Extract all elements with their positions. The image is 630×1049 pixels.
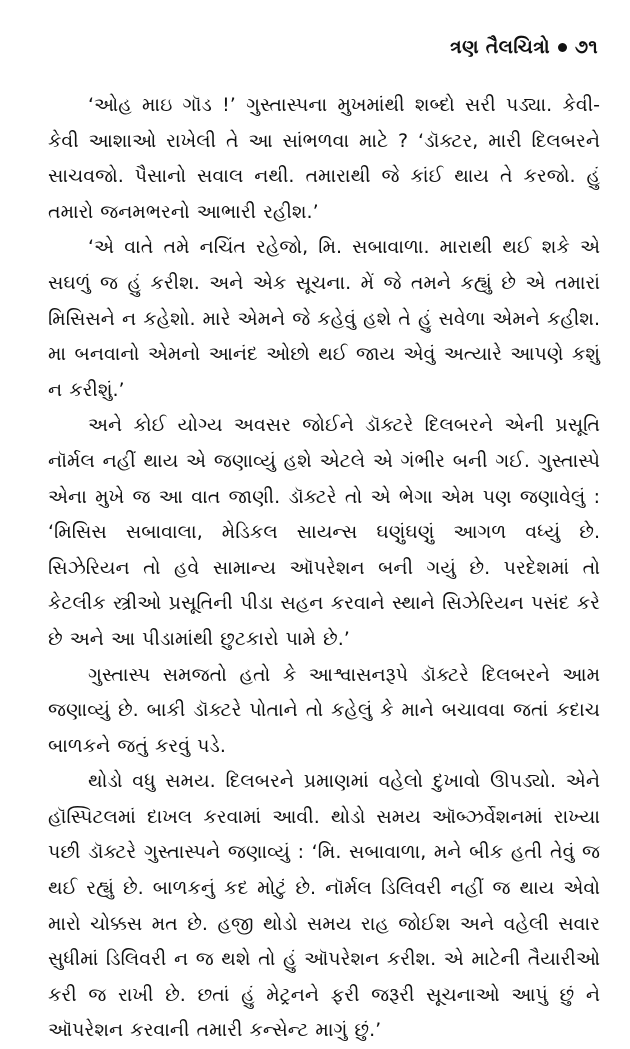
book-title: ત્રણ તૈલચિત્રો <box>450 36 550 58</box>
paragraph-2: ‘એ વાતે તમે નચિંત રહેજો, મિ. સબાવાળા. મારાથી થઈ શકે એ સઘળું જ હું કરીશ. અને એક સૂચના. મેં જે તમને કહ્યું છે એ તમારાં મિસિસને ન કહેશો. મારે એમને જે કહેવું હશે તે હું સવેળા એમને કહીશ. મા બનવાનો એમનો આનંદ ઓછો થઈ જાય એવું અત્યારે આપણે કશું ન કરીશું.’ <box>48 236 600 401</box>
paragraph-5: થોડો વધુ સમય. દિલબરને પ્રમાણમાં વહેલો દુખાવો ઊપડ્યો. એને હૉસ્પિટલમાં દાખલ કરવામાં આવી. થોડો સમય ઑબ્ઝર્વેશનમાં રાખ્યા પછી ડૉક્ટરે ગુસ્તાસ્પને જણાવ્યું : ‘મિ. સબાવાળા, મને બીક હતી તેવું જ થઈ રહ્યું છે. બાળકનું કદ મોટું છે. નૉર્મલ ડિલિવરી નહીં જ થાય એવો મારો ચોક્કસ મત છે. હજી થોડો સમય રાહ જોઈશ અને વહેલી સવાર સુધીમાં ડિલિવરી ન જ થશે તો હું ઑપરેશન કરીશ. એ માટેની તૈયારીઓ કરી જ રાખી છે. છતાં હું મેટ્રનને ફરી જરૂરી સૂચનાઓ આપું છું ને ઑપરેશન કરવાની તમારી કન્સેન્ટ માગું છું.’ <box>48 770 600 1042</box>
paragraph-3: અને કોઈ યોગ્ય અવસર જોઈને ડૉક્ટરે દિલબરને એની પ્રસૂતિ નૉર્મલ નહીં થાય એ જણાવ્યું હશે એટલે એ ગંભીર બની ગઈ. ગુસ્તાસ્પે એના મુખે જ આ વાત જાણી. ડૉક્ટરે તો એ ભેગા એમ પણ જણાવેલું : ‘મિસિસ સબાવાલા, મેડિકલ સાયન્સ ઘણુંઘણું આગળ વધ્યું છે. સિઝેરિયન તો હવે સામાન્ય ઑપરેશન બની ગયું છે. પરદેશમાં તો કેટલીક સ્ત્રીઓ પ્રસૂતિની પીડા સહન કરવાને સ્થાને સિઝેરિયન પસંદ કરે છે અને આ પીડામાંથી છુટકારો પામે છે.’ <box>48 414 600 650</box>
page-number: ૭૧ <box>574 36 598 58</box>
paragraph-1: ‘ઓહ માઇ ગૉડ !’ ગુસ્તાસ્પના મુખમાંથી શબ્દો સરી પડ્યા. કેવી-કેવી આશાઓ રાખેલી તે આ સાંભળવા માટે ? ‘ડૉક્ટર, મારી દિલબરને સાચવજો. પૈસાનો સવાલ નથી. તમારાથી જે કાંઈ થાય તે કરજો. હું તમારો જનમભરનો આભારી રહીશ.’ <box>48 94 600 223</box>
running-header <box>450 36 598 58</box>
page-body <box>48 88 600 1049</box>
paragraph-4: ગુસ્તાસ્પ સમજતો હતો કે આશ્વાસનરૂપે ડૉક્ટરે દિલબરને આમ જણાવ્યું છે. બાકી ડૉક્ટરે પોતાને તો કહેલું કે માને બચાવવા જતાં કદાચ બાળકને જતું કરવું પડે. <box>48 663 600 757</box>
bullet-icon <box>558 43 567 52</box>
